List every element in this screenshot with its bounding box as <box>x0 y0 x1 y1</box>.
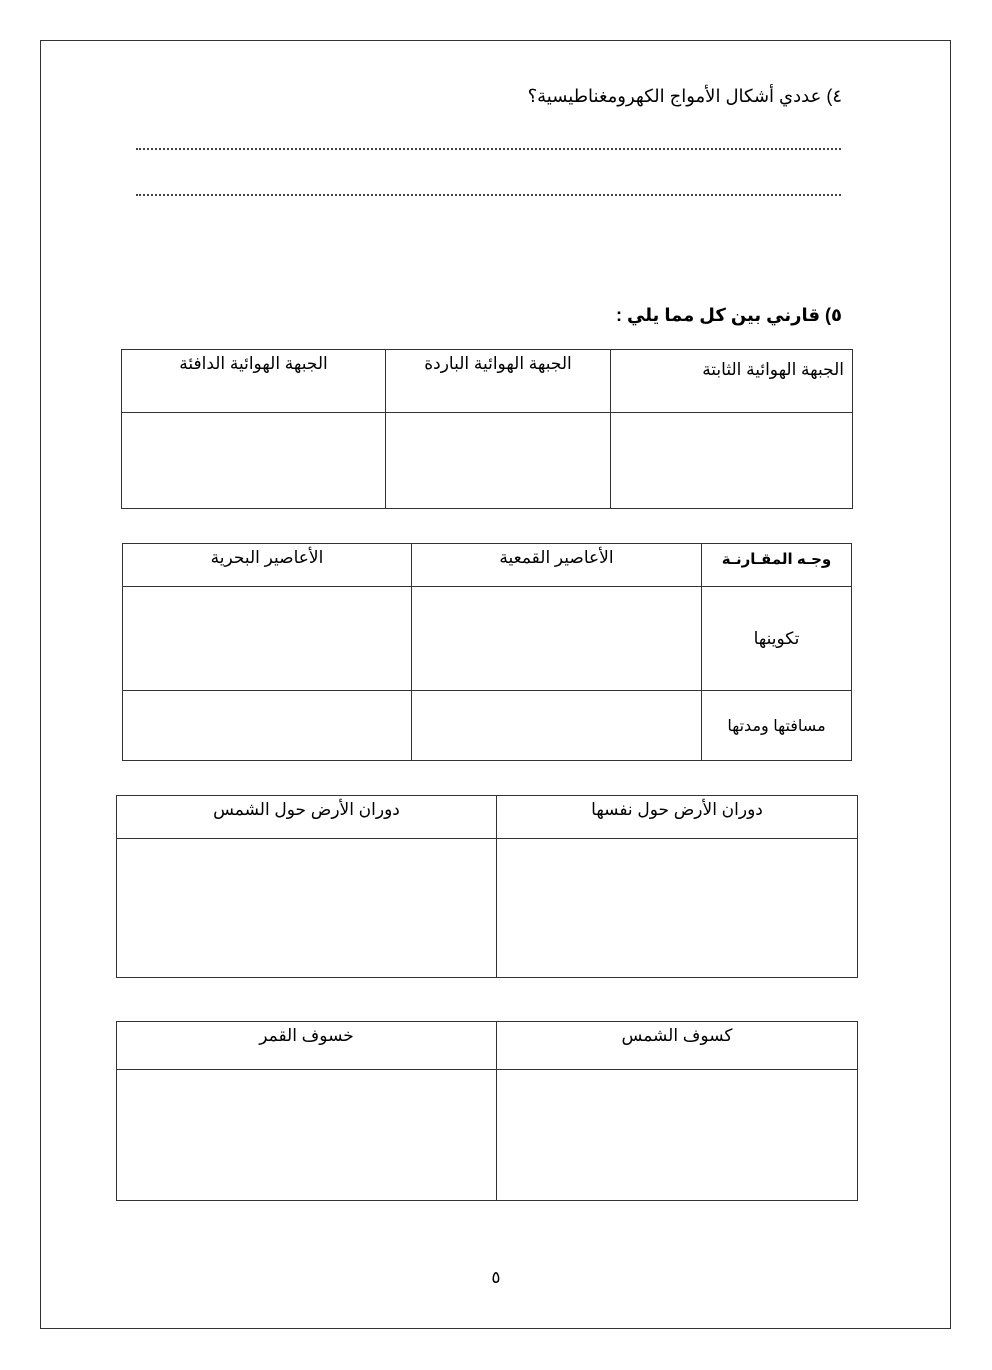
header-earth-revolution: دوران الأرض حول الشمس <box>117 796 497 839</box>
earth-motion-table <box>116 795 858 978</box>
eclipse-table <box>116 1021 858 1201</box>
answer-cell[interactable] <box>497 1070 858 1201</box>
header-hurricanes: الأعاصير البحرية <box>123 544 412 587</box>
row-label-distance-duration: مسافتها ومدتها <box>702 691 852 761</box>
fronts-comparison-table <box>121 349 853 509</box>
answer-cell[interactable] <box>611 413 853 509</box>
header-warm-front: الجبهة الهوائية الدافئة <box>122 350 386 413</box>
answer-cell[interactable] <box>412 691 702 761</box>
header-earth-rotation: دوران الأرض حول نفسها <box>497 796 858 839</box>
answer-cell[interactable] <box>117 1070 497 1201</box>
header-cold-front: الجبهة الهوائية الباردة <box>386 350 611 413</box>
header-tornadoes: الأعاصير القمعية <box>412 544 702 587</box>
question-4: ٤) عددي أشكال الأمواج الكهرومغناطيسية؟ <box>527 86 842 106</box>
answer-line[interactable] <box>136 194 841 196</box>
question-5: ٥) قارني بين كل مما يلي : <box>616 305 842 325</box>
answer-cell[interactable] <box>386 413 611 509</box>
answer-cell[interactable] <box>122 413 386 509</box>
answer-cell[interactable] <box>497 839 858 978</box>
header-stationary-front: الجبهة الهوائية الثابتة <box>611 350 853 413</box>
answer-cell[interactable] <box>123 587 412 691</box>
storms-comparison-table <box>122 543 852 761</box>
answer-line[interactable] <box>136 148 841 150</box>
header-solar-eclipse: كسوف الشمس <box>497 1022 858 1070</box>
header-lunar-eclipse: خسوف القمر <box>117 1022 497 1070</box>
answer-cell[interactable] <box>117 839 497 978</box>
answer-cell[interactable] <box>412 587 702 691</box>
header-comparison-aspect: وجـه المقـارنـة <box>702 544 852 587</box>
answer-cell[interactable] <box>123 691 412 761</box>
page-number: ٥ <box>491 1268 501 1287</box>
row-label-formation: تكوينها <box>702 587 852 691</box>
